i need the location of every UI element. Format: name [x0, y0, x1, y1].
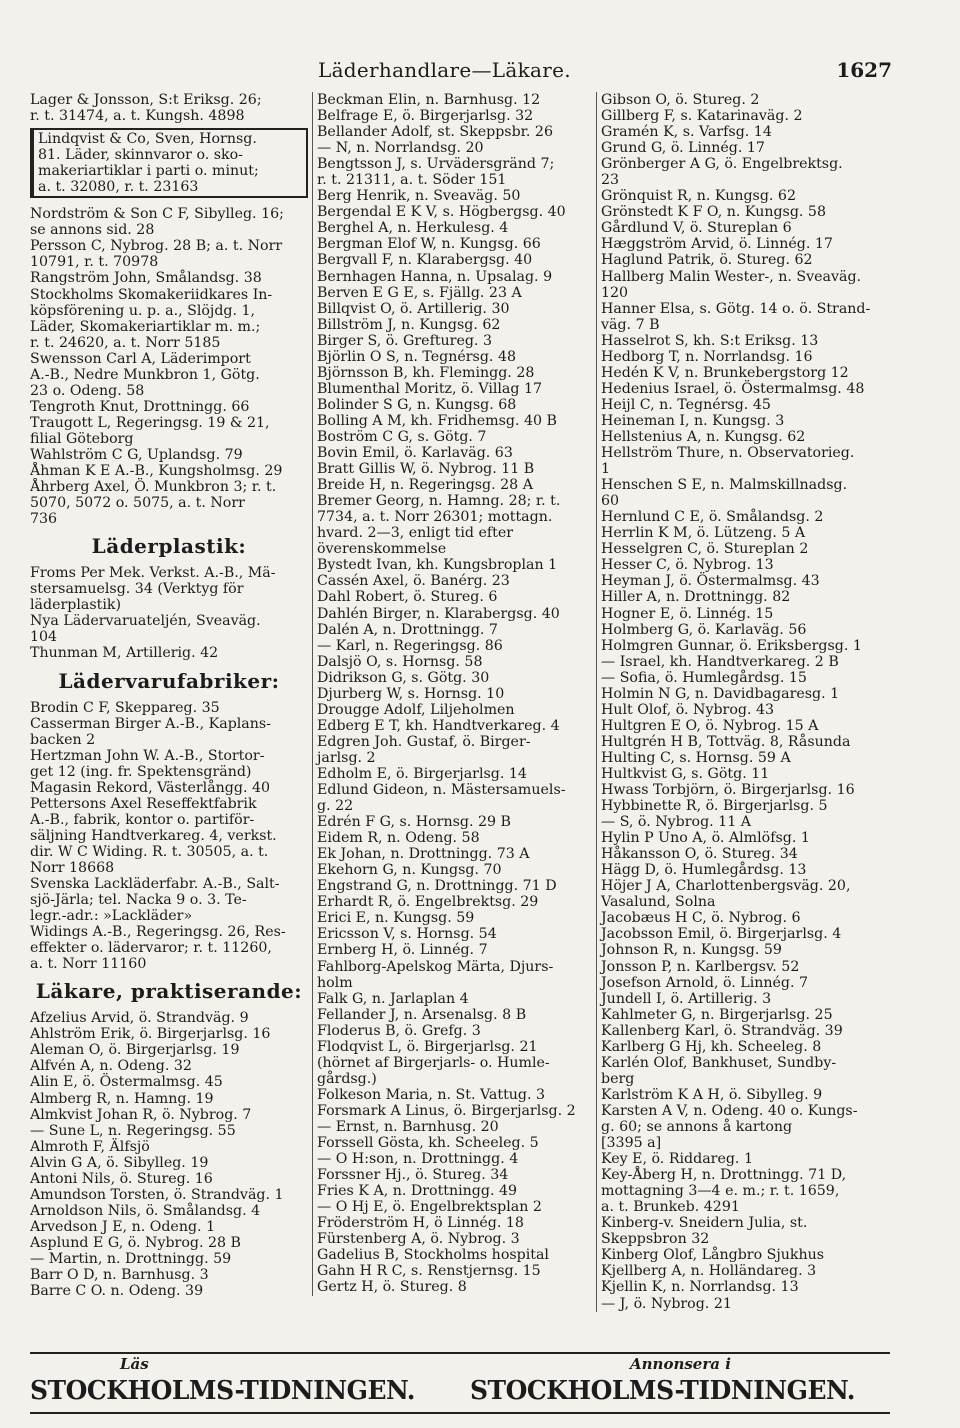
directory-entry-line: Hasselrot S, kh. S:t Eriksg. 13	[601, 332, 819, 349]
directory-entry-line: Pettersons Axel Reseffektfabrik	[30, 795, 257, 812]
directory-entry-line: — J, ö. Nybrog. 21	[601, 1295, 732, 1312]
directory-entry-line: — Martin, n. Drottningg. 59	[30, 1251, 232, 1267]
directory-entry-line: Hellstenius A, n. Kungsg. 62	[601, 428, 806, 445]
directory-entry-line: Casserman Birger A.-B., Kaplans-	[30, 715, 271, 732]
directory-entry-line: r. t. 24620, a. t. Norr 5185	[30, 334, 221, 351]
right-column	[596, 92, 901, 1312]
section-heading: Läkare, praktiserande:	[35, 979, 303, 1004]
directory-entry-line: Thunman M, Artillerig. 42	[30, 645, 219, 662]
directory-entry-line: Nya Lädervaruateljén, Sveaväg.	[30, 613, 261, 630]
directory-entry-line: Djurberg W, s. Hornsg. 10	[317, 685, 505, 702]
directory-entry-line: Birger S, ö. Greftureg. 3	[317, 332, 492, 349]
directory-entry-line: Almroth F, Älfsjö	[30, 1138, 150, 1155]
directory-entry-line: 5070, 5072 o. 5075, a. t. Norr	[30, 495, 245, 512]
directory-entry-line: Holmberg G, ö. Karlaväg. 56	[601, 621, 807, 638]
directory-entry-line: Brodin C F, Skeppareg. 35	[30, 699, 220, 716]
directory-entry-line: Beckman Elin, n. Barnhusg. 12	[317, 92, 541, 108]
directory-entry-line: Bolling A M, kh. Fridhemsg. 40 B	[317, 412, 557, 429]
directory-entry-line: A.-B., Nedre Munkbron 1, Götg.	[30, 366, 260, 383]
directory-entry-line: a. t. 32080, r. t. 23163	[38, 179, 199, 196]
directory-entry-line: 81. Läder, skinnvaror o. sko-	[38, 147, 243, 164]
directory-entry-line: Amundson Torsten, ö. Strandväg. 1	[30, 1186, 284, 1203]
directory-entry-line: 120	[601, 284, 629, 301]
directory-entry-line: Johnson R, n. Kungsg. 59	[601, 942, 782, 959]
directory-entry-line: Holmin N G, n. Davidbagaresg. 1	[601, 685, 840, 702]
directory-entry-line: Björnsson B, kh. Flemingg. 28	[317, 364, 535, 381]
directory-entry-line: 10791, r. t. 70978	[30, 254, 159, 271]
directory-entry-line: Lindqvist & Co, Sven, Hornsg.	[38, 131, 257, 148]
directory-entry-line: Åhrberg Axel, Ö. Munkbron 3; r. t.	[30, 479, 277, 496]
directory-entry-line: Dahl Robert, ö. Stureg. 6	[317, 589, 498, 606]
directory-entry-line: Herrlin K M, ö. Lützeng. 5 A	[601, 525, 806, 542]
directory-entry-line: Skeppsbron 32	[601, 1231, 710, 1248]
directory-entry-line: Norr 18668	[30, 859, 115, 876]
directory-entry-line: Fries K A, n. Drottningg. 49	[317, 1183, 518, 1200]
directory-entry-line: 104	[30, 629, 58, 646]
directory-entry-line: Froms Per Mek. Verkst. A.-B., Mä-	[30, 565, 276, 582]
directory-entry-line: Karsten A V, n. Odeng. 40 o. Kungs-	[601, 1102, 858, 1119]
directory-entry-line: Ericsson V, s. Hornsg. 54	[317, 926, 497, 943]
directory-entry-line: Gibson O, ö. Stureg. 2	[601, 92, 760, 108]
directory-entry-line: Dalsjö O, s. Hornsg. 58	[317, 653, 483, 670]
directory-entry-line: Hylin P Uno A, ö. Almlöfsg. 1	[601, 830, 810, 847]
directory-entry-line: — Sune L, n. Regeringsg. 55	[30, 1122, 236, 1139]
directory-entry-line: Erhardt R, ö. Engelbrektsg. 29	[317, 894, 539, 911]
directory-entry-line: Bergman Elof W, n. Kungsg. 66	[317, 236, 541, 253]
directory-entry-line: Ernberg H, ö. Linnég. 7	[317, 942, 488, 959]
directory-entry-line: Bernhagen Hanna, n. Upsalag. 9	[317, 268, 553, 285]
directory-entry-line: Barre C O. n. Odeng. 39	[30, 1283, 204, 1300]
directory-entry-line: Falk G, n. Jarlaplan 4	[317, 990, 469, 1007]
left-column	[30, 92, 308, 1299]
directory-entry-line: legr.-adr.: »Lackläder»	[30, 908, 193, 925]
directory-entry-line: Flodqvist L, ö. Birgerjarlsg. 21	[317, 1038, 538, 1055]
directory-entry-line: g. 22	[317, 798, 354, 815]
directory-entry-line: Berghel A, n. Herkulesg. 4	[317, 220, 509, 237]
directory-entry-line: Fellander J, n. Arsenalsg. 8 B	[317, 1006, 527, 1023]
directory-entry-line: Arvedson J E, n. Odeng. 1	[30, 1218, 216, 1235]
directory-entry-line: säljning Handtverkareg. 4, verkst.	[30, 827, 277, 844]
directory-entry-line: Forsmark A Linus, ö. Birgerjarlsg. 2	[317, 1102, 576, 1119]
directory-entry-line: Edberg E T, kh. Handtverkareg. 4	[317, 717, 560, 734]
directory-entry-line: r. t. 31474, a. t. Kungsh. 4898	[30, 108, 245, 125]
directory-entry-line: Hallberg Malin Wester-, n. Sveaväg.	[601, 268, 862, 285]
directory-entry-line: 23	[601, 172, 620, 189]
directory-entry-line: mottagning 3—4 e. m.; r. t. 1659,	[601, 1183, 840, 1200]
directory-entry-line: Grönberger A G, ö. Engelbrektsg.	[601, 156, 843, 173]
directory-entry-line: (hörnet af Birgerjarls- o. Humle-	[317, 1054, 550, 1071]
directory-entry-line: Didrikson G, s. Götg. 30	[317, 669, 490, 686]
directory-entry-line: Henschen S E, n. Malmskillnadsg.	[601, 477, 848, 494]
directory-entry-line: Grund G, ö. Linnég. 17	[601, 140, 765, 157]
directory-entry-line: Magasin Rekord, Västerlångg. 40	[30, 779, 271, 796]
directory-entry-line: Bergvall F, n. Klarabergsg. 40	[317, 252, 533, 269]
directory-entry-line: Drougge Adolf, Liljeholmen	[317, 701, 515, 718]
directory-entry-line: Gadelius B, Stockholms hospital	[317, 1247, 549, 1264]
directory-entry-line: Gertz H, ö. Stureg. 8	[317, 1279, 467, 1296]
directory-entry-line: Antoni Nils, ö. Stureg. 16	[30, 1170, 213, 1187]
advertisement-top-row	[30, 1352, 890, 1376]
directory-entry-line: Grönstedt K F O, n. Kungsg. 58	[601, 204, 826, 221]
directory-entry-line: Hertzman John W. A.-B., Stortor-	[30, 747, 265, 764]
directory-entry-line: Bovin Emil, ö. Karlaväg. 63	[317, 445, 513, 462]
directory-entry-line: Asplund E G, ö. Nybrog. 28 B	[30, 1234, 241, 1251]
directory-entry-line: Vasalund, Solna	[601, 894, 716, 911]
directory-entry-line: Karlström K A H, ö. Sibylleg. 9	[601, 1086, 823, 1103]
directory-entry-line: Hæggström Arvid, ö. Linnég. 17	[601, 236, 833, 253]
directory-entry-line: Berg Henrik, n. Sveaväg. 50	[317, 188, 521, 205]
directory-entry-line: — Israel, kh. Handtverkareg. 2 B	[601, 653, 839, 670]
directory-entry-line: Grönquist R, n. Kungsg. 62	[601, 188, 796, 205]
directory-entry-line: Bergendal E K V, s. Högbergsg. 40	[317, 204, 566, 221]
directory-entry-line: Bratt Gillis W, ö. Nybrog. 11 B	[317, 461, 535, 478]
directory-entry-line: sjö-Järla; tel. Nacka 9 o. 3. Te-	[30, 892, 247, 909]
directory-entry-line: Arnoldson Nils, ö. Smålandsg. 4	[30, 1202, 261, 1219]
directory-entry-line: Eidem R, n. Odeng. 58	[317, 830, 480, 847]
directory-entry-line: dir. W C Widing. R. t. 30505, a. t.	[30, 843, 269, 860]
directory-entry-line: a. t. Brunkeb. 4291	[601, 1199, 740, 1216]
directory-entry-line: Läder, Skomakeriartiklar m. m.;	[30, 318, 261, 335]
page-number: 1627	[836, 58, 892, 82]
directory-entry-line: Hernlund C E, ö. Smålandsg. 2	[601, 509, 824, 526]
directory-entry-line: Afzelius Arvid, ö. Strandväg. 9	[30, 1010, 249, 1027]
directory-entry-line: jarlsg. 2	[317, 749, 376, 766]
middle-column	[312, 92, 597, 1296]
directory-entry-line: Kahlmeter G, n. Birgerjarlsg. 25	[601, 1006, 833, 1023]
directory-entry-line: Hanner Elsa, s. Götg. 14 o. ö. Strand-	[601, 300, 871, 317]
directory-entry-line: Dalén A, n. Drottningg. 7	[317, 621, 498, 638]
directory-entry-line: — O Hj E, ö. Engelbrektsplan 2	[317, 1199, 542, 1216]
directory-entry-line: effekter o. lädervaror; r. t. 11260,	[30, 940, 272, 957]
directory-entry-line: Edrén F G, s. Hornsg. 29 B	[317, 814, 511, 831]
directory-entry-line: Karlén Olof, Bankhuset, Sundby-	[601, 1054, 837, 1071]
directory-entry-line: köpsförening u. p. a., Slöjdg. 1,	[30, 302, 256, 319]
directory-entry-line: Bolinder S G, n. Kungsg. 68	[317, 396, 517, 413]
directory-entry-line: Svenska Lackläderfabr. A.-B., Salt-	[30, 876, 280, 893]
ad-read-label: Läs	[120, 1355, 149, 1373]
directory-entry-line: överenskommelse	[317, 541, 447, 558]
directory-entry-line: Haglund Patrik, ö. Stureg. 62	[601, 252, 813, 269]
page-header	[0, 58, 960, 88]
directory-entry-line: filial Göteborg	[30, 430, 134, 447]
directory-entry-line: Swensson Carl A, Läderimport	[30, 350, 251, 367]
directory-entry-line: Hesser C, ö. Nybrog. 13	[601, 557, 774, 574]
directory-entry-line: Ekehorn G, n. Kungsg. 70	[317, 862, 502, 879]
ad-advertise-label: Annonsera i	[630, 1355, 731, 1373]
directory-entry-line: Persson C, Nybrog. 28 B; a. t. Norr	[30, 238, 283, 255]
directory-entry-line: Kinberg Olof, Långbro Sjukhus	[601, 1247, 825, 1264]
directory-entry-line: Gårdlund V, ö. Stureplan 6	[601, 220, 792, 237]
directory-entry-line: Breide H, n. Regeringsg. 28 A	[317, 477, 533, 494]
directory-entry-line: A.-B., fabrik, kontor o. partiför-	[30, 811, 255, 828]
directory-entry-line: se annons sid. 28	[30, 222, 155, 239]
directory-entry-line: Karlberg G Hj, kh. Scheeleg. 8	[601, 1038, 822, 1055]
directory-entry-line: Kjellin K, n. Norrlandsg. 13	[601, 1279, 799, 1296]
directory-entry-line: 736	[30, 511, 58, 528]
directory-entry-line: Billström J, n. Kungsg. 62	[317, 316, 501, 333]
directory-entry-line: 1	[601, 461, 611, 478]
directory-entry-line: Hultgrén H B, Tottväg. 8, Råsunda	[601, 733, 851, 750]
directory-entry-line: Jonsson P, n. Karlbergsv. 52	[601, 958, 800, 975]
directory-entry-line: a. t. Norr 11160	[30, 956, 147, 973]
directory-entry-line: stersamuelsg. 34 (Verktyg för	[30, 581, 244, 598]
running-title: Läderhandlare—Läkare.	[318, 58, 571, 82]
directory-entry-line: Traugott L, Regeringsg. 19 & 21,	[30, 414, 270, 431]
directory-entry-line: Hogner E, ö. Linnég. 15	[601, 605, 774, 622]
directory-entry-line: Almkvist Johan R, ö. Nybrog. 7	[30, 1106, 252, 1123]
directory-entry-line: Forssner Hj., ö. Stureg. 34	[317, 1167, 509, 1184]
directory-entry-line: Key E, ö. Riddareg. 1	[601, 1151, 753, 1168]
directory-entry-line: 23 o. Odeng. 58	[30, 382, 145, 399]
directory-entry-line: Lager & Jonsson, S:t Eriksg. 26;	[30, 92, 262, 108]
advertisement-banner	[30, 1376, 890, 1414]
directory-entry-line: Gillberg F, s. Katarinaväg. 2	[601, 108, 803, 125]
directory-entry-line: Hedén K V, n. Brunkebergstorg 12	[601, 364, 849, 381]
directory-entry-line: Hult Olof, ö. Nybrog. 43	[601, 701, 775, 718]
directory-entry-line: Kinberg-v. Sneidern Julia, st.	[601, 1215, 808, 1232]
directory-entry-line: Fröderström H, ö Linnég. 18	[317, 1215, 524, 1232]
directory-entry-line: Floderus B, ö. Grefg. 3	[317, 1022, 481, 1039]
directory-entry-line: Cassén Axel, ö. Banérg. 23	[317, 573, 510, 590]
directory-entry-line: g. 60; se annons å kartong	[601, 1119, 793, 1135]
directory-entry-line: Hultkvist G, s. Götg. 11	[601, 765, 770, 782]
directory-entry-line: Folkeson Maria, n. St. Vattug. 3	[317, 1086, 546, 1103]
directory-entry-line: Dahlén Birger, n. Klarabergsg. 40	[317, 605, 560, 622]
directory-entry-line: Hellström Thure, n. Observatorieg.	[601, 445, 855, 462]
directory-entry-line: Billqvist O, ö. Artillerig. 30	[317, 300, 510, 317]
directory-entry-line: Åhman K E A.-B., Kungsholmsg. 29	[30, 463, 283, 480]
directory-entry-line: Heineman I, n. Kungsg. 3	[601, 412, 785, 429]
directory-entry-line: Bystedt Ivan, kh. Kungsbroplan 1	[317, 557, 558, 574]
directory-entry-line: Kjellberg A, n. Holländareg. 3	[601, 1263, 817, 1280]
directory-entry-line: Fürstenberg A, ö. Nybrog. 3	[317, 1231, 520, 1248]
directory-entry-line: Ek Johan, n. Drottningg. 73 A	[317, 846, 530, 863]
directory-entry-line: berg	[601, 1070, 635, 1087]
directory-entry-line: Bellander Adolf, st. Skeppsbr. 26	[317, 124, 553, 141]
directory-entry-line: Gramén K, s. Varfsg. 14	[601, 124, 772, 141]
directory-entry-line: Jundell I, ö. Artillerig. 3	[601, 990, 772, 1007]
directory-entry-line: Wahlström C G, Uplandsg. 79	[30, 446, 243, 463]
directory-entry-line: 60	[601, 493, 620, 510]
directory-entry-line: Forssell Gösta, kh. Scheeleg. 5	[317, 1135, 539, 1152]
directory-entry-line: Alfvén A, n. Odeng. 32	[30, 1058, 192, 1075]
directory-entry-line: 7734, a. t. Norr 26301; mottagn.	[317, 509, 553, 526]
directory-entry-line: Erici E, n. Kungsg. 59	[317, 910, 475, 927]
directory-entry-line: Hybbinette R, ö. Birgerjarlsg. 5	[601, 798, 828, 815]
directory-entry-line: Almberg R, n. Hamng. 19	[30, 1090, 214, 1107]
directory-entry-line: Hägg D, ö. Humlegårdsg. 13	[601, 862, 807, 879]
directory-entry-line: Björlin O S, n. Tegnérsg. 48	[317, 348, 516, 365]
directory-entry-line: Kallenberg Karl, ö. Strandväg. 39	[601, 1022, 843, 1039]
directory-entry-line: Stockholms Skomakeriidkares In-	[30, 286, 273, 303]
directory-entry-line: Heijl C, n. Tegnérsg. 45	[601, 396, 771, 413]
directory-entry-line: Bengtsson J, s. Urvädersgränd 7;	[317, 156, 555, 173]
directory-entry-line: [3395 a]	[601, 1135, 662, 1152]
boxed-advertisement-entry	[30, 128, 308, 198]
directory-entry-line: Alin E, ö. Östermalmsg. 45	[30, 1074, 223, 1091]
directory-entry-line: Heyman J, ö. Östermalmsg. 43	[601, 573, 820, 590]
directory-entry-line: — S, ö. Nybrog. 11 A	[601, 814, 751, 831]
directory-entry-line: Hwass Torbjörn, ö. Birgerjarlsg. 16	[601, 782, 855, 799]
directory-entry-line: Belfrage E, ö. Birgerjarlsg. 32	[317, 108, 534, 125]
directory-entry-line: Ahlström Erik, ö. Birgerjarlsg. 16	[30, 1026, 271, 1043]
directory-entry-line: — Ernst, n. Barnhusg. 20	[317, 1119, 499, 1135]
directory-entry-line: Jacobsson Emil, ö. Birgerjarlsg. 4	[601, 926, 842, 943]
directory-entry-line: backen 2	[30, 731, 96, 748]
directory-entry-line: Aleman O, ö. Birgerjarlsg. 19	[30, 1042, 240, 1059]
directory-entry-line: läderplastik)	[30, 597, 121, 614]
directory-entry-line: Jacobæus H C, ö. Nybrog. 6	[601, 910, 801, 927]
directory-entry-line: Hulting C, s. Hornsg. 59 A	[601, 749, 791, 766]
directory-entry-line: — O H:son, n. Drottningg. 4	[317, 1151, 519, 1168]
directory-entry-line: gårdsg.)	[317, 1070, 377, 1087]
directory-entry-line: Rangström John, Smålandsg. 38	[30, 270, 262, 287]
directory-entry-line: Hedborg T, n. Norrlandsg. 16	[601, 348, 813, 365]
directory-entry-line: Boström C G, s. Götg. 7	[317, 428, 487, 445]
directory-entry-line: r. t. 21311, a. t. Söder 151	[317, 172, 507, 189]
directory-entry-line: Höjer J A, Charlottenbergsväg. 20,	[601, 878, 851, 895]
directory-entry-line: hvard. 2—3, enligt tid efter	[317, 525, 514, 542]
directory-entry-line: Josefson Arnold, ö. Linnég. 7	[601, 974, 809, 991]
directory-entry-line: Berven E G E, s. Fjällg. 23 A	[317, 284, 522, 301]
ad-newspaper-left: STOCKHOLMS-TIDNINGEN.	[30, 1376, 415, 1406]
directory-entry-line: Blumenthal Moritz, ö. Villag 17	[317, 380, 543, 397]
directory-entry-line: Tengroth Knut, Drottningg. 66	[30, 398, 250, 415]
directory-entry-line: Nordström & Son C F, Sibylleg. 16;	[30, 206, 284, 223]
directory-entry-line: — N, n. Norrlandsg. 20	[317, 140, 484, 157]
directory-entry-line: Key-Åberg H, n. Drottningg. 71 D,	[601, 1167, 847, 1184]
directory-entry-line: Engstrand G, n. Drottningg. 71 D	[317, 878, 557, 895]
directory-entry-line: Edholm E, ö. Birgerjarlsg. 14	[317, 765, 527, 782]
directory-entry-line: Alvin G A, ö. Sibylleg. 19	[30, 1154, 209, 1171]
directory-entry-line: — Sofia, ö. Humlegårdsg. 15	[601, 669, 807, 686]
directory-entry-line: Edgren Joh. Gustaf, ö. Birger-	[317, 733, 531, 750]
directory-entry-line: Widings A.-B., Regeringsg. 26, Res-	[30, 924, 286, 941]
directory-entry-line: Holmgren Gunnar, ö. Eriksbergsg. 1	[601, 637, 862, 654]
directory-entry-line: Bremer Georg, n. Hamng. 28; r. t.	[317, 493, 561, 510]
directory-entry-line: Hultgren E O, ö. Nybrog. 15 A	[601, 717, 819, 734]
directory-entry-line: Edlund Gideon, n. Mästersamuels-	[317, 782, 566, 799]
directory-entry-line: Håkansson O, ö. Stureg. 34	[601, 846, 798, 863]
directory-entry-line: holm	[317, 974, 353, 991]
directory-entry-line: get 12 (ing. fr. Spektensgränd)	[30, 763, 252, 780]
directory-entry-line: Barr O D, n. Barnhusg. 3	[30, 1267, 209, 1284]
directory-entry-line: — Karl, n. Regeringsg. 86	[317, 637, 503, 654]
ad-newspaper-right: STOCKHOLMS-TIDNINGEN.	[470, 1376, 855, 1406]
directory-entry-line: Hedenius Israel, ö. Östermalmsg. 48	[601, 380, 865, 397]
directory-entry-line: makeriartiklar i parti o. minut;	[38, 163, 259, 180]
directory-entry-line: väg. 7 B	[601, 316, 660, 333]
directory-entry-line: Fahlborg-Apelskog Märta, Djurs-	[317, 958, 554, 975]
section-heading: Lädervarufabriker:	[58, 668, 280, 693]
section-heading: Läderplastik:	[91, 534, 247, 559]
directory-entry-line: Gahn H R C, s. Renstjernsg. 15	[317, 1263, 541, 1280]
directory-entry-line: Hesselgren C, ö. Stureplan 2	[601, 541, 809, 558]
directory-entry-line: Hiller A, n. Drottningg. 82	[601, 589, 791, 606]
